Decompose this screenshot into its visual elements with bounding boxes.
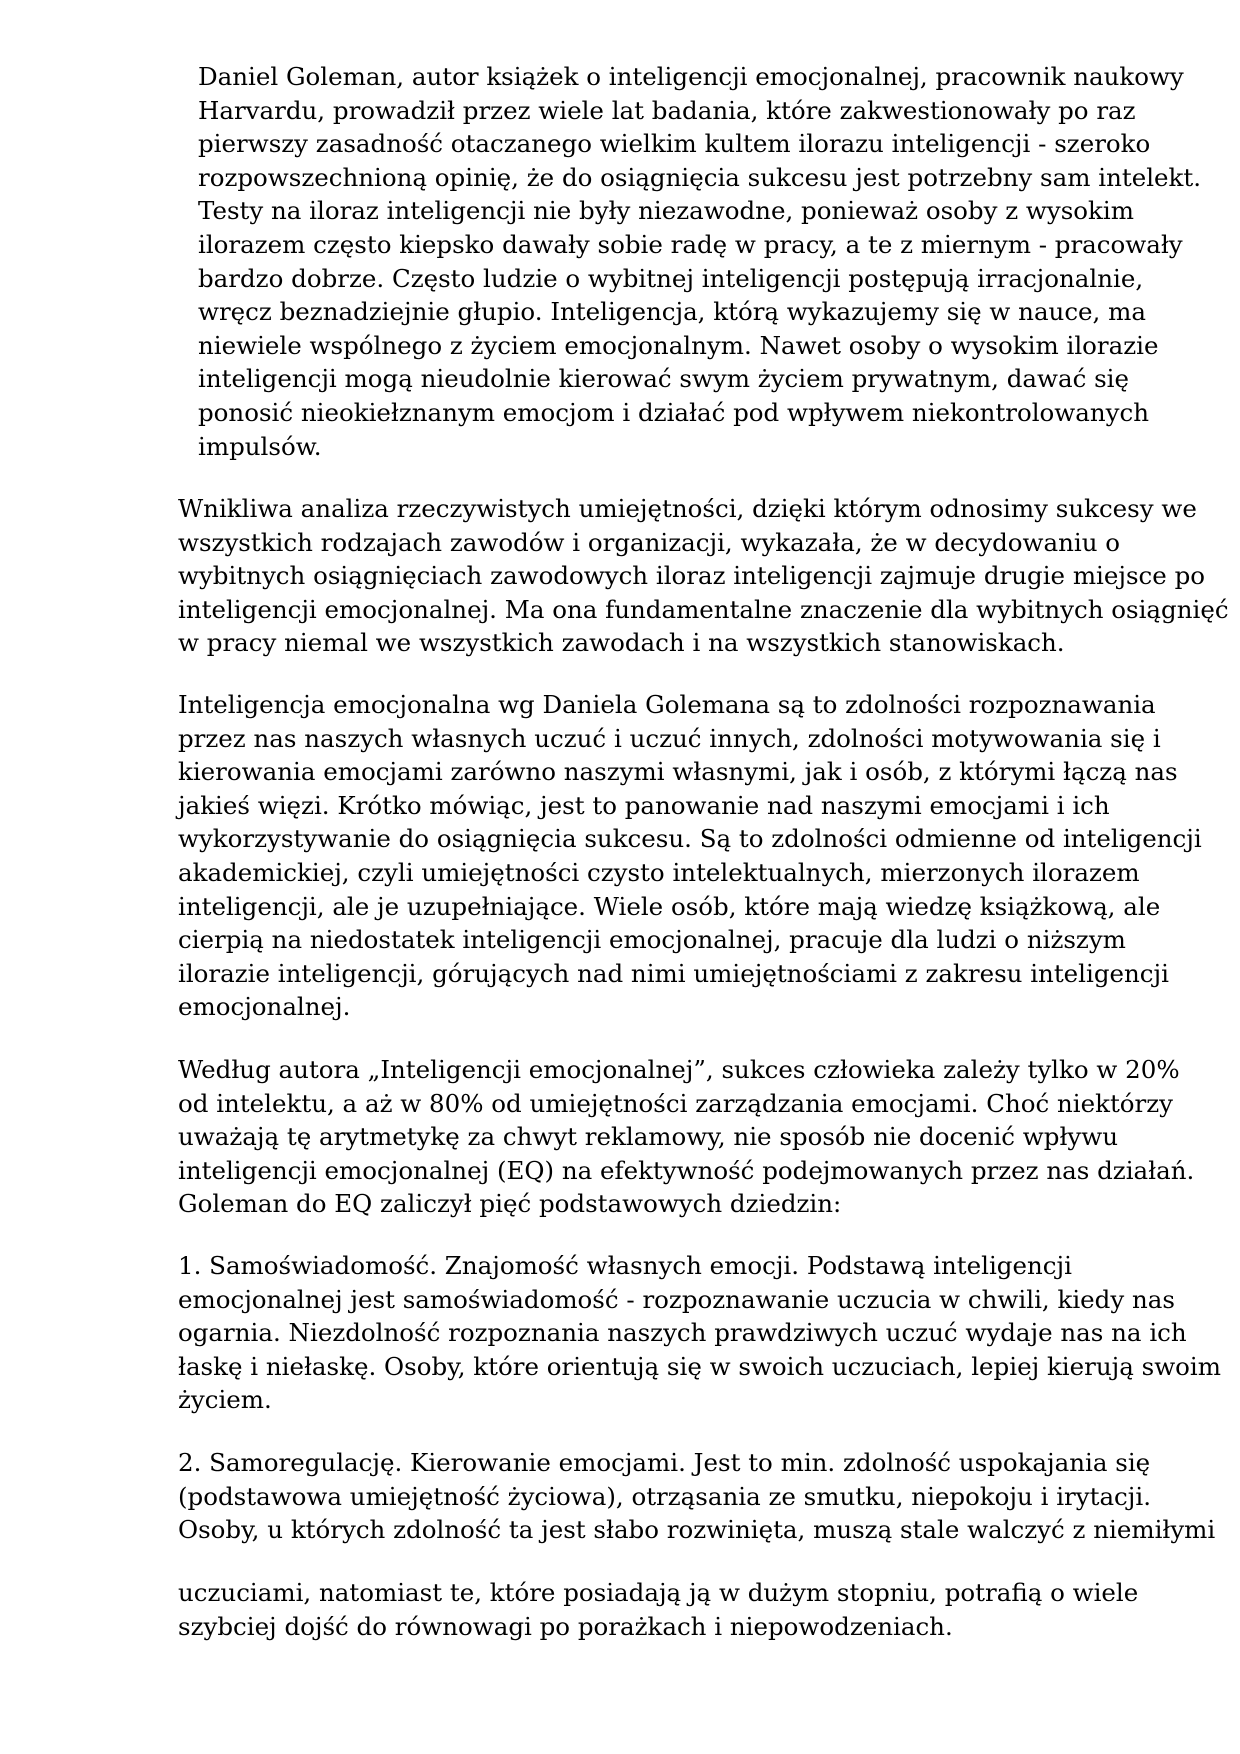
text-line: życiem. [178,1385,272,1415]
text-line: akademickiej, czyli umiejętności czysto intelektualnych, mierzonych ilorazem [178,857,1140,887]
text-line: wszystkich rodzajach zawodów i organizacji, wykazała, że w decydowaniu o [178,527,1121,557]
text-line: ilorazem często kiepsko dawały sobie radę w pracy, a te z miernym - pracowały [198,229,1183,259]
text-line: inteligencji emocjonalnej. Ma ona fundamentalne znaczenie dla wybitnych osiągnięć [178,594,1229,624]
paragraph-definition [178,688,1202,1024]
text-line: 2. Samoregulację. Kierowanie emocjami. Jest to min. zdolność uspokajania się [178,1448,1151,1477]
text-line: pierwszy zasadność otaczanego wielkim kultem ilorazu inteligencji - szeroko [198,129,1151,159]
text-line: wykorzystywanie do osiągnięcia sukcesu. Są to zdolności odmienne od inteligencji [178,824,1202,854]
text-line: ponosić nieokiełznanym emocjom i działać pod wpływem niekontrolowanych [198,397,1150,427]
text-line: impulsów. [198,431,322,461]
text-line: od intelektu, a aż w 80% od umiejętności zarządzania emocjami. Choć niektórzy [178,1088,1174,1118]
text-line: inteligencji emocjonalnej (EQ) na efektywność podejmowanych przez nas działań. [178,1155,1195,1185]
text-line: ogarnia. Niezdolność rozpoznania naszych prawdziwych uczuć wydaje nas na ich [178,1318,1187,1348]
text-line: niewiele wspólnego z życiem emocjonalnym. Nawet osoby o wysokim ilorazie [198,330,1159,360]
paragraph-self-regulation-continued [178,1576,1138,1643]
paragraph-success-ratio [178,1053,1194,1221]
text-line: Wnikliwa analiza rzeczywistych umiejętności, dzięki którym odnosimy sukcesy we [178,494,1197,523]
text-line: łaskę i niełaskę. Osoby, które orientują się w swoich uczuciach, lepiej kierują swoim [178,1351,1221,1381]
text-line: ilorazie inteligencji, górujących nad nimi umiejętnościami z zakresu inteligencji [178,958,1169,988]
text-line: Inteligencja emocjonalna wg Daniela Golemana są to zdolności rozpoznawania [178,690,1156,719]
text-line: wybitnych osiągnięciach zawodowych iloraz inteligencji zajmuje drugie miejsce po [178,561,1206,591]
text-line: Osoby, u których zdolność ta jest słabo rozwinięta, muszą stale walczyć z niemiłymi [178,1515,1216,1545]
text-line: 1. Samoświadomość. Znajomość własnych emocji. Podstawą inteligencji [178,1251,1072,1280]
text-line: bardzo dobrze. Często ludzie o wybitnej inteligencji postępują irracjonalnie, [198,263,1144,293]
paragraph-intro [198,60,1201,463]
text-line: Daniel Goleman, autor książek o inteligencji emocjonalnej, pracownik naukowy [198,62,1184,91]
text-line: Testy na iloraz inteligencji nie były niezawodne, ponieważ osoby z wysokim [198,196,1134,226]
paragraph-self-awareness [178,1249,1221,1417]
text-line: rozpowszechnioną opinię, że do osiągnięcia sukcesu jest potrzebny sam intelekt. [198,162,1202,192]
paragraph-analysis [178,492,1229,660]
paragraph-self-regulation [178,1446,1215,1547]
text-line: wręcz beznadziejnie głupio. Inteligencja, którą wykazujemy się w nauce, ma [198,297,1146,327]
text-line: Goleman do EQ zaliczył pięć podstawowych dziedzin: [178,1189,842,1219]
text-line: inteligencji, ale je uzupełniające. Wiele osób, które mają wiedzę książkową, ale [178,891,1161,921]
text-line: w pracy niemal we wszystkich zawodach i na wszystkich stanowiskach. [178,628,1065,658]
text-line: szybciej dojść do równowagi po porażkach i niepowodzeniach. [178,1611,953,1641]
text-line: emocjonalnej jest samoświadomość - rozpoznawanie uczucia w chwili, kiedy nas [178,1284,1175,1314]
text-line: uważają tę arytmetykę za chwyt reklamowy, nie sposób nie docenić wpływu [178,1122,1118,1152]
text-line: jakieś więzi. Krótko mówiąc, jest to panowanie nad naszymi emocjami i ich [178,790,1110,820]
text-line: Według autora „Inteligencji emocjonalnej”, sukces człowieka zależy tylko w 20% [178,1055,1180,1084]
text-line: uczuciami, natomiast te, które posiadają ją w dużym stopniu, potrafią o wiele [178,1578,1139,1607]
text-line: kierowania emocjami zarówno naszymi własnymi, jak i osób, z którymi łączą nas [178,757,1178,787]
text-line: inteligencji mogą nieudolnie kierować swym życiem prywatnym, dawać się [198,364,1129,394]
text-line: emocjonalnej. [178,992,351,1022]
text-line: cierpią na niedostatek inteligencji emocjonalnej, pracuje dla ludzi o niższym [178,925,1126,955]
text-line: Harvardu, prowadził przez wiele lat badania, które zakwestionowały po raz [198,95,1136,125]
text-line: (podstawowa umiejętność życiowa), otrząsania ze smutku, niepokoju i irytacji. [178,1481,1152,1511]
text-line: przez nas naszych własnych uczuć i uczuć innych, zdolności motywowania się i [178,723,1161,753]
